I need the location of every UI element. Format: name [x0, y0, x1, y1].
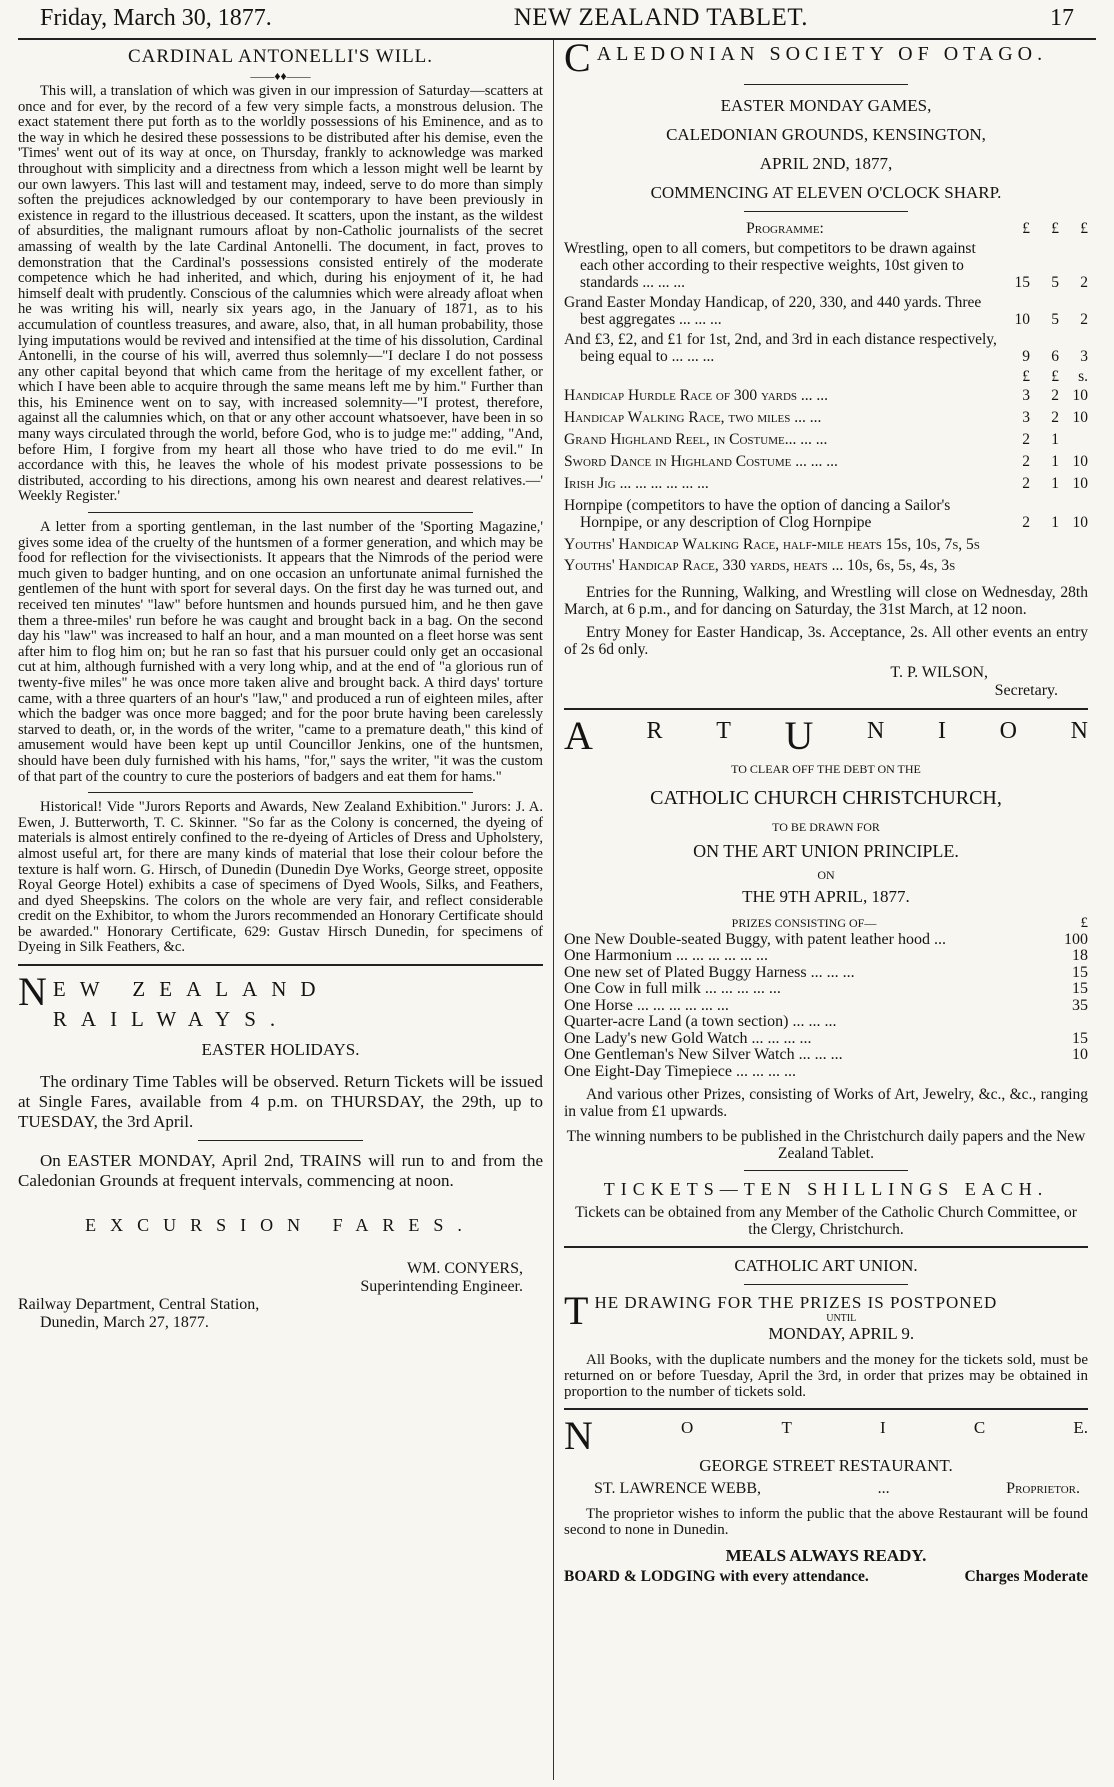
- to-clear-debt: TO CLEAR OFF THE DEBT ON THE: [731, 762, 921, 776]
- list-item: One Cow in full milk ... ... ... ... ... 15: [564, 980, 1088, 997]
- will-title: CARDINAL ANTONELLI'S WILL.: [127, 46, 434, 67]
- railways-signature: [18, 1260, 543, 1296]
- caledonian-title: ALEDONIAN SOCIETY OF OTAGO.: [596, 43, 1048, 65]
- railways-sig-title: Superintending Engineer.: [360, 1278, 523, 1296]
- on-label: ON: [817, 868, 835, 882]
- historical-article: [18, 800, 543, 956]
- board-lodging: BOARD & LODGING with every attendance. Charges Moderate: [564, 1568, 1088, 1585]
- list-item: One New Double-seated Buggy, with patent leather hood ... 100: [564, 930, 1088, 948]
- prizes-list: [564, 932, 1088, 1081]
- list-item: One Eight-Day Timepiece ... ... ... ...: [564, 1062, 796, 1080]
- divider: [744, 84, 908, 85]
- caledonian-title-cap: C: [564, 40, 591, 76]
- divider: [198, 1140, 363, 1141]
- list-item: One Lady's new Gold Watch ... ... ... ... 15: [564, 1029, 1088, 1047]
- divider: [564, 708, 1088, 710]
- list-item: Grand Highland Reel, in Costume... ... ... 2 1: [564, 431, 1059, 448]
- historical-paragraph: Historical! Vide "Jurors Reports and Awards, New Zealand Exhibition." Jurors: J. A. Ewen, J. Butterworth, T. C. Skinner. "So far as the Colony is concerned, the dyeing of materials is almost entirely confined to the re-dyeing of Articles of Dress and Upholstery, almost useful art, for there are many kinds of material that lose their colour before the texture is half worn. G. Hirsch, of Dunedin (Dunedin Dye Works, George street, opposite Royal George Hotel) exhibits a case of specimens of Dyed Wools, Silks, and Feathers, and dyed Sheepskins. The colors on the whole are very fair, and reflect considerable credit on the Exhibitor, to whom the Jurors recommended an Honorary Certificate should be awarded." Honorary Certificate, 629: Gustav Hirsch Dunedin, for specimens of Dyeing in Silk Feathers, &c.: [18, 799, 543, 956]
- list-item: Wrestling, open to all comers, but competitors to be drawn against each other according to their respective weights, 10st given to standards ... ... ... 15 5 2: [564, 240, 1088, 291]
- list-item: Irish Jig ... ... ... ... ... ... 2 1 10: [564, 475, 1088, 492]
- columns: [18, 40, 1096, 1780]
- sub-currency-header: £ £ s.: [1022, 368, 1088, 385]
- list-item: One Gentleman's New Silver Watch ... ... ... 10: [564, 1046, 1088, 1063]
- programme-label: Programme:: [746, 220, 824, 237]
- railways-title: EW ZEALAND RAILWAYS.: [52, 977, 330, 1032]
- railways-dept: [18, 1296, 543, 1332]
- caledonian-signature: [564, 664, 1088, 700]
- list-item: Quarter-acre Land (a town section) ... ... ...: [564, 1013, 837, 1030]
- catholic-art-union: [564, 1256, 1088, 1400]
- list-item: Handicap Hurdle Race of 300 yards ... ... 3 2 10: [564, 387, 1088, 404]
- divider: [564, 1246, 1088, 1248]
- caledonian-entries: [564, 584, 1088, 658]
- proprietor-row: ST. LAWRENCE WEBB, ... Proprietor.: [594, 1480, 1080, 1497]
- divider: [744, 211, 908, 212]
- caledonian-sig-name: T. P. WILSON,: [890, 664, 988, 681]
- badger-article: [18, 520, 543, 785]
- restaurant-name: GEORGE STREET RESTAURANT.: [699, 1456, 953, 1475]
- art-union-principle: ON THE ART UNION PRINCIPLE.: [693, 841, 959, 861]
- will-paragraph: This will, a translation of which was given in our impression of Saturday—scatters at once and for ever, by the record of a few very simple facts, a monstrous delusion. The exact statement there put forth as to the worldly possessions of his Eminence, and as to the way in which he desired these possessions to be distributed after his demise, even the 'Times' went out of its way at once, on Thursday, frankly to acknowledge was marked throughout with simplicity and a directness from which a lesson might well be learnt by our own lawyers. This last will and testament may, indeed, serve to do more than simply soften the prejudices acknowledged by our contemporary to have been previously in existence in regard to the illustrious deceased. It scatters, upon the instant, as the wildest of absurdities, the malignant rumours afloat by non-Catholic journalists of the secret amassing of wealth by the late Cardinal Antonelli. The document, in fact, proves to demonstration that the Cardinal's possessions consisted entirely of the moderate competence which he had inherited, and which, during his enjoyment of it, he had himself dealt with prudently. Conscious of the calumnies which were already afloat when he was writing his will, nearly six years ago, in the January of 1871, as to his accumulation of countless treasures, and aware, also, that, in all human probability, those lying imputations would be revived and intensified at the time of his dissolution, Cardinal Antonelli, in the course of his will, averred thus solemnly—"I declare I do not possess any other capital beyond that which came from the heritage of my excellent father, or which I have been able to acquire through the same means left me by him." Further than this, his Eminence went on to say, with increased solemnity—"I protest, therefore, against all the calumnies which, on that or any other account whatsoever, have been in so many ways circulated through the world, before God, who is to judge me:" adding, "And, before Him, I forgive from my heart all those who have tried to do me evil." In accordance with this, he leaves the whole of his modest private possessions to be distributed, according to his directions, among his own nearest and dearest relatives.—' Weekly Register.': [18, 83, 543, 505]
- railways-body: [18, 1072, 543, 1191]
- divider: [88, 792, 473, 793]
- tickets-info: Tickets can be obtained from any Member of the Catholic Church Committee, or the Clergy, Christchurch.: [575, 1204, 1077, 1238]
- list-item: And £3, £2, and £1 for 1st, 2nd, and 3rd in each distance respectively, being equal to ... ... ... 9 6 3: [564, 331, 1088, 365]
- page-number: 17: [1049, 5, 1074, 31]
- art-union-details: [564, 1086, 1088, 1162]
- prizes-header: PRIZES CONSISTING OF— £: [731, 915, 1088, 931]
- divider: [564, 1408, 1088, 1410]
- list-item: Hornpipe (competitors to have the option of dancing a Sailor's Hornpipe, or any description of Clog Hornpipe 2 1 10: [564, 497, 1088, 531]
- will-ornament: ——♦♦——: [250, 69, 311, 83]
- cau-drawing: T HE DRAWING FOR THE PRIZES IS POSTPONED UNTIL MONDAY, APRIL 9.: [564, 1293, 998, 1343]
- list-item: Sword Dance in Highland Costume ... ... ... 2 1 10: [564, 453, 1088, 470]
- caledonian-line2: CALEDONIAN GROUNDS, KENSINGTON,: [666, 125, 986, 144]
- draw-date: THE 9TH APRIL, 1877.: [742, 887, 910, 906]
- divider: [744, 1170, 908, 1171]
- caledonian-sig-title: Secretary.: [994, 682, 1058, 699]
- badger-paragraph: A letter from a sporting gentleman, in the last number of the 'Sporting Magazine,' gives some idea of the cruelty of the huntsmen of a former generation, and which may be food for reflection for the vivisectionists. It appears that the Nimrods of the period were much given to badger hunting, and on one occasion an unfortunate animal furnished the gentlemen of the hunt with sport for several days. On the first day he was turned out, and received ten minutes' "law" before huntsmen and hounds pursued him, and he then gave them a three-miles' run before he was caught and brought back in a bag. On the second day his "law" was increased to half an hour, and a man mounted on a fleet horse was sent after him to flog him on; but he ran so fast that his pursuer could only get an occasional cut at him, although furnished with a very long whip, and at the end of "a glorious run of twenty-five miles" he was once more taken alive and brought back. A third days' torture came, with a three quarters of an hour's "law," and produced a run of eighteen miles, after which the badger was once more bagged; and for the poor brute having been carelessly starved to death, or, in the words of the writer, "came to a premature death," this kind of amusement would have been kept up until Councillor Jenkins, one of the huntsmen, should have been duly furnished with his hams, "for," says the writer, "it was the custom of that part of the country to cure the posteriors of badgers and eat them for hams.": [18, 519, 543, 785]
- art-union-title: A R T U N I O N: [564, 713, 1088, 758]
- list-item: One Horse ... ... ... ... ... ... 35: [564, 996, 1088, 1014]
- divider: [88, 512, 473, 513]
- railways-sig-name: WM. CONYERS,: [406, 1260, 523, 1278]
- winning-numbers: The winning numbers to be published in the Christchurch daily papers and the New Zealand Tablet.: [566, 1128, 1086, 1162]
- caledonian-line1: EASTER MONDAY GAMES,: [720, 96, 932, 115]
- railways-subtitle: EASTER HOLIDAYS.: [201, 1040, 360, 1060]
- right-column: [553, 40, 1088, 1780]
- railways-notice: [18, 974, 543, 1332]
- meals-ready: MEALS ALWAYS READY.: [725, 1546, 927, 1565]
- masthead-title: NEW ZEALAND TABLET.: [513, 4, 808, 31]
- railways-para2: On EASTER MONDAY, April 2nd, TRAINS will run to and from the Caledonian Grounds at frequent intervals, commencing at noon.: [18, 1151, 543, 1191]
- list-item: Grand Easter Monday Handicap, of 220, 330, and 440 yards. Three best aggregates ... ... ... 10 5 2: [564, 294, 1088, 328]
- youths-walking: Youths' Handicap Walking Race, half-mile heats 15s, 10s, 7s, 5s: [564, 536, 980, 553]
- caledonian-title-row: [564, 40, 1088, 76]
- railways-dept-line: Railway Department, Central Station,: [18, 1296, 260, 1314]
- currency-header: £ £ £: [1022, 220, 1088, 237]
- notice-restaurant: [564, 1413, 1088, 1586]
- art-union-notice: [564, 713, 1088, 1238]
- entry-money: Entry Money for Easter Handicap, 3s. Acceptance, 2s. All other events an entry of 2s 6d only.: [564, 624, 1088, 658]
- programme-header: [564, 220, 1088, 237]
- cau-title: CATHOLIC ART UNION.: [734, 1256, 918, 1275]
- caledonian-line3: APRIL 2ND, 1877,: [759, 154, 893, 173]
- other-prizes: And various other Prizes, consisting of Works of Art, Jewelry, &c., &c., ranging in value from £1 upwards.: [564, 1086, 1088, 1120]
- list-item: One Harmonium ... ... ... ... ... ... 18: [564, 947, 1088, 964]
- excursion-fares: EXCURSION FARES.: [85, 1215, 476, 1236]
- divider: [744, 1284, 908, 1285]
- church-name: CATHOLIC CHURCH CHRISTCHURCH,: [650, 787, 1002, 809]
- tickets-price: TICKETS—TEN SHILLINGS EACH.: [603, 1179, 1049, 1199]
- list-item: Handicap Walking Race, two miles ... ... 3 2 10: [564, 409, 1088, 426]
- left-column: [18, 40, 553, 1780]
- entries-text: Entries for the Running, Walking, and Wrestling will close on Wednesday, 28th March, at 6 p.m., and for dancing on Saturday, the 31st March, at 12 noon.: [564, 584, 1088, 618]
- notice-title: N O T I C E.: [564, 1413, 1088, 1458]
- railways-date: Dunedin, March 27, 1877.: [40, 1314, 209, 1332]
- restaurant-body: The proprietor wishes to inform the public that the above Restaurant will be found second to none in Dunedin.: [564, 1506, 1088, 1538]
- railways-title-cap: N: [18, 974, 47, 1015]
- to-be-drawn: TO BE DRAWN FOR: [772, 820, 880, 834]
- railways-para1: The ordinary Time Tables will be observed. Return Tickets will be issued at Single Fares, available from 4 p.m. on THURSDAY, the 29th, up to TUESDAY, the 3rd April.: [18, 1072, 543, 1132]
- divider: [18, 964, 543, 966]
- caledonian-line4: COMMENCING AT ELEVEN O'CLOCK SHARP.: [650, 183, 1002, 202]
- events-list: [564, 240, 1088, 574]
- masthead: [18, 4, 1096, 40]
- masthead-date: Friday, March 30, 1877.: [40, 5, 272, 31]
- youths-race: Youths' Handicap Race, 330 yards, heats ... 10s, 6s, 5s, 4s, 3s: [564, 557, 956, 574]
- will-article: [18, 84, 543, 505]
- cau-body: All Books, with the duplicate numbers and the money for the tickets sold, must be returned on or before Tuesday, April the 3rd, in order that prizes may be obtained in proportion to the number of tickets sold.: [564, 1352, 1088, 1400]
- list-item: One new set of Plated Buggy Harness ... ... ... 15: [564, 963, 1088, 981]
